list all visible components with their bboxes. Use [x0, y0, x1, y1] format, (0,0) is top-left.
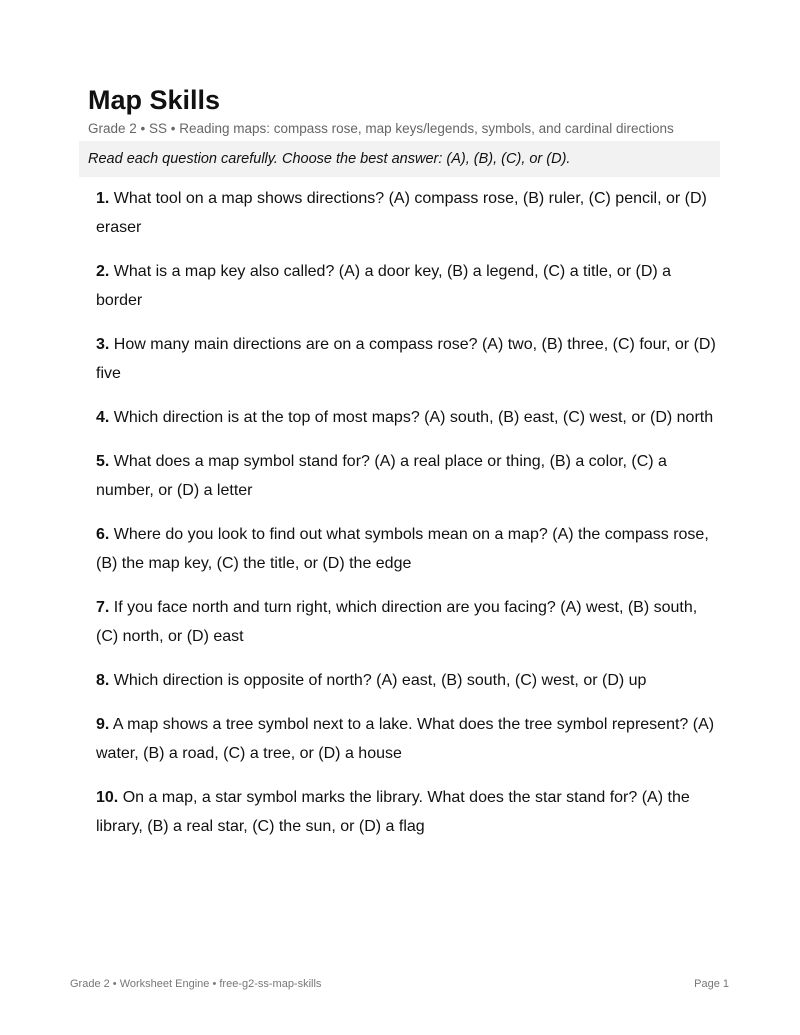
question-text: How many main directions are on a compass rose? (A) two, (B) three, (C) four, or (D) five	[96, 336, 716, 382]
question-number: 6.	[96, 526, 110, 543]
question-number: 5.	[96, 453, 110, 470]
page-number: Page 1	[694, 978, 729, 990]
question-number: 1.	[96, 190, 110, 207]
question-item	[96, 783, 718, 841]
question-number: 2.	[96, 263, 110, 280]
question-item	[96, 710, 718, 768]
question-number: 8.	[96, 672, 110, 689]
question-text: A map shows a tree symbol next to a lake. What does the tree symbol represent? (A) water, (B) a road, (C) a tree, or (D) a house	[96, 716, 715, 762]
question-number: 9.	[96, 716, 110, 733]
page-subtitle: Grade 2 • SS • Reading maps: compass rose, map keys/legends, symbols, and cardinal directions	[88, 121, 674, 136]
question-item	[96, 184, 718, 242]
question-number: 3.	[96, 336, 110, 353]
question-item	[96, 447, 718, 505]
page-title: Map Skills	[88, 85, 221, 115]
question-item	[96, 403, 718, 432]
question-text: If you face north and turn right, which direction are you facing? (A) west, (B) south, (C) north, or (D) east	[96, 599, 698, 645]
question-list	[96, 184, 718, 856]
question-number: 7.	[96, 599, 110, 616]
footer-info: Grade 2 • Worksheet Engine • free-g2-ss-map-skills	[70, 978, 322, 990]
question-text: Which direction is opposite of north? (A) east, (B) south, (C) west, or (D) up	[113, 672, 647, 689]
question-number: 10.	[96, 789, 119, 806]
question-number: 4.	[96, 409, 110, 426]
question-item	[96, 520, 718, 578]
question-text: What is a map key also called? (A) a door key, (B) a legend, (C) a title, or (D) a border	[96, 263, 672, 309]
question-text: On a map, a star symbol marks the library. What does the star stand for? (A) the library, (B) a real star, (C) the sun, or (D) a flag	[96, 789, 690, 835]
question-text: Where do you look to find out what symbols mean on a map? (A) the compass rose, (B) the map key, (C) the title, or (D) the edge	[96, 526, 709, 572]
instructions-box: Read each question carefully. Choose the best answer: (A), (B), (C), or (D).	[79, 141, 720, 177]
question-item	[96, 666, 718, 695]
question-text: What tool on a map shows directions? (A) compass rose, (B) ruler, (C) pencil, or (D) eraser	[96, 190, 707, 236]
question-text: What does a map symbol stand for? (A) a real place or thing, (B) a color, (C) a number, or (D) a letter	[96, 453, 667, 499]
question-item	[96, 330, 718, 388]
question-item	[96, 257, 718, 315]
question-item	[96, 593, 718, 651]
question-text: Which direction is at the top of most maps? (A) south, (B) east, (C) west, or (D) north	[113, 409, 714, 426]
